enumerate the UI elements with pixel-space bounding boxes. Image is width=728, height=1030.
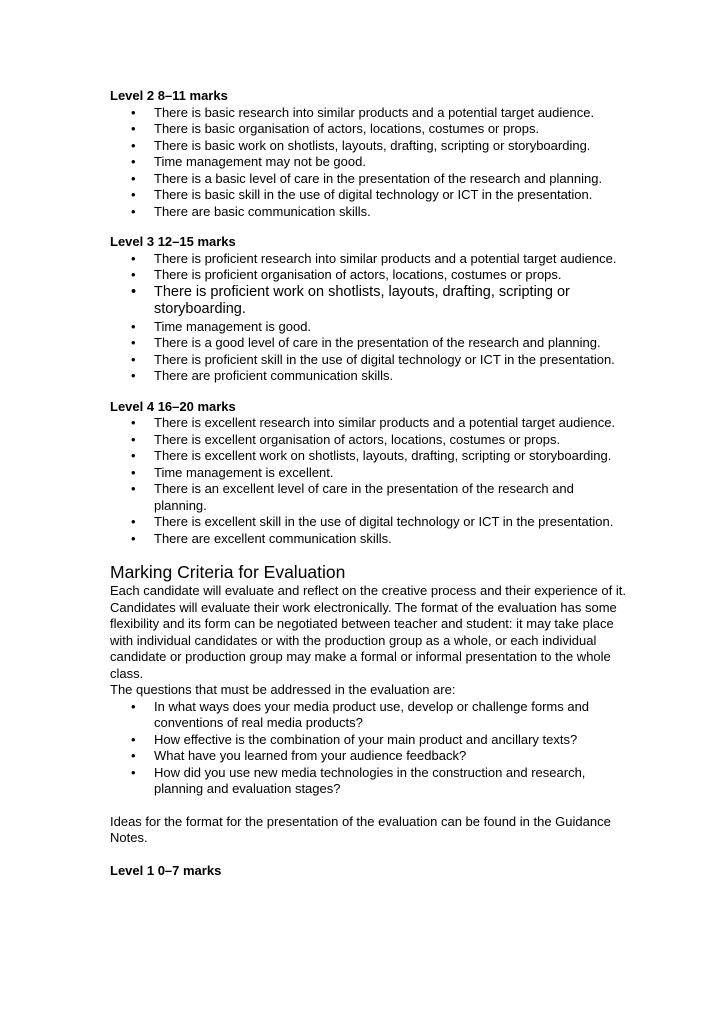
list-item: • Time management may not be good. [131, 154, 366, 169]
bullet-icon: • [131, 250, 136, 266]
level-3-heading: Level 3 12–15 marks [110, 234, 236, 249]
level-1-heading: Level 1 0–7 marks [110, 862, 222, 878]
bullet-icon: • [131, 318, 136, 334]
document-page [110, 88, 630, 879]
spacer [110, 798, 630, 814]
spacer [110, 847, 630, 863]
bullet-icon: • [131, 137, 136, 153]
level-4-heading: Level 4 16–20 marks [110, 398, 236, 414]
list-item: • There are excellent communication skills. [131, 530, 392, 546]
level-2-list [110, 105, 630, 221]
level-3-list [110, 251, 630, 385]
bullet-icon: • [131, 351, 136, 367]
list-item: • There is proficient organisation of actors, locations, costumes or props. [131, 267, 562, 282]
list-item: • There is excellent research into similar products and a potential target audience. [131, 415, 616, 430]
bullet-icon: • [131, 187, 136, 202]
list-item: • There is basic skill in the use of digital technology or ICT in the presentation. [131, 187, 593, 202]
ideas-note: Ideas for the format for the presentation of the evaluation can be found in the Guidance Notes. [110, 813, 611, 845]
questions-lead: The questions that must be addressed in the evaluation are: [110, 682, 456, 697]
list-item: • In what ways does your media product use, develop or challenge forms and conventions of real media products? [131, 698, 590, 730]
list-item: • How effective is the combination of your main product and ancillary texts? [131, 731, 578, 747]
list-item: • There is excellent organisation of actors, locations, costumes or props. [131, 431, 561, 447]
list-item: • Time management is good. [131, 318, 312, 334]
bullet-icon: • [131, 514, 136, 529]
questions-list [110, 699, 630, 798]
bullet-icon: • [131, 431, 136, 447]
bullet-icon: • [131, 415, 136, 430]
list-item: • There is a good level of care in the presentation of the research and planning. [131, 335, 601, 350]
level-4-block [110, 399, 630, 548]
list-item: • How did you use new media technologies in the construction and research, planning and evaluation stages? [131, 764, 586, 796]
bullet-icon: • [131, 764, 136, 780]
evaluation-section [110, 561, 630, 879]
list-item: • There are basic communication skills. [131, 203, 371, 219]
list-item: • There is a basic level of care in the presentation of the research and planning. [131, 170, 603, 186]
level-3-block [110, 234, 630, 385]
list-item: • There is excellent work on shotlists, layouts, drafting, scripting or storyboarding. [131, 448, 612, 463]
list-item: • There is basic research into similar products and a potential target audience. [131, 104, 595, 120]
bullet-icon: • [131, 335, 136, 350]
bullet-icon: • [131, 448, 136, 463]
bullet-icon: • [131, 368, 136, 383]
bullet-icon: • [131, 464, 136, 480]
bullet-icon: • [131, 203, 136, 219]
evaluation-intro: Each candidate will evaluate and reflect on the creative process and their experience of it. Candidates will evaluate their work electronically. The format of the evaluation has some flexibility and its form can be negotiated between teacher and student: it may take place with individual candidates or with the production group as a whole, or each individual candidate or production group may make a formal or informal presentation to the whole class. [110, 583, 626, 681]
level-2-block [110, 88, 630, 220]
bullet-icon: • [131, 121, 136, 136]
list-item: • Time management is excellent. [131, 464, 334, 480]
level-4-list [110, 415, 630, 547]
bullet-icon: • [131, 283, 137, 300]
section-title: Marking Criteria for Evaluation [110, 562, 346, 582]
bullet-icon: • [131, 154, 136, 169]
bullet-icon: • [131, 267, 136, 282]
bullet-icon: • [131, 731, 136, 747]
level-2-heading: Level 2 8–11 marks [110, 88, 228, 103]
list-item: • There is excellent skill in the use of digital technology or ICT in the presentation. [131, 514, 614, 529]
list-item: • There is proficient work on shotlists, layouts, drafting, scripting or storyboarding. [131, 283, 570, 317]
list-item: • There is basic organisation of actors, locations, costumes or props. [131, 121, 540, 136]
bullet-icon: • [131, 170, 136, 186]
bullet-icon: • [131, 748, 136, 763]
list-item: • There is basic work on shotlists, layouts, drafting, scripting or storyboarding. [131, 137, 591, 153]
bullet-icon: • [131, 698, 136, 714]
list-item: • There are proficient communication skills. [131, 368, 394, 383]
list-item: • What have you learned from your audience feedback? [131, 748, 467, 763]
list-item: • There is proficient research into similar products and a potential target audience. [131, 250, 617, 266]
bullet-icon: • [131, 481, 136, 496]
bullet-icon: • [131, 104, 136, 120]
list-item: • There is an excellent level of care in the presentation of the research and planning. [131, 481, 574, 513]
bullet-icon: • [131, 530, 136, 546]
list-item: • There is proficient skill in the use of digital technology or ICT in the presentation. [131, 351, 615, 367]
